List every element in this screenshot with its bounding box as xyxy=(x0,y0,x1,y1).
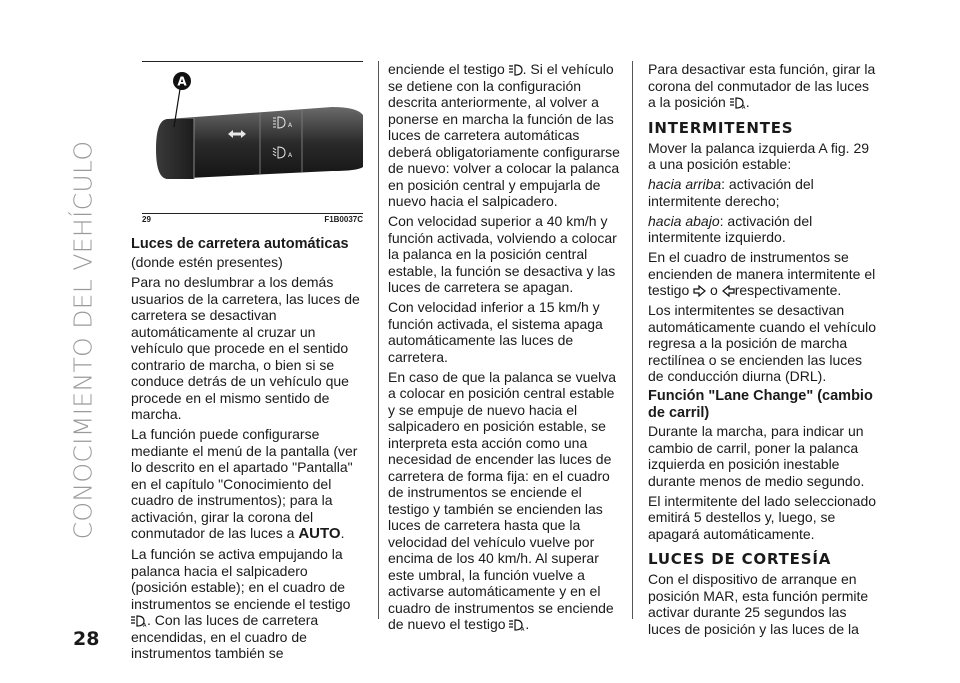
paragraph-text: : activación del intermitente derecho; xyxy=(648,176,814,209)
svg-text:A: A xyxy=(143,623,147,627)
column-divider xyxy=(378,61,379,619)
svg-text:A: A xyxy=(288,152,293,159)
paragraph-text: . Con las luces de carretera encendidas, en el cuadro de instrumentos también se xyxy=(131,612,319,661)
paragraph-text: respectivamente. xyxy=(734,282,842,298)
paragraph-text: . xyxy=(745,94,750,110)
lever-illustration xyxy=(152,67,363,207)
paragraph xyxy=(131,426,367,543)
section-heading-luces-carretera: Luces de carretera automáticas xyxy=(131,236,349,252)
paragraph-text: La función se activa empujando la palanca hacia el salpicadero (posición estable); en el cuadro de instrumentos se enciende el testigo xyxy=(131,546,351,612)
high-beam-auto-icon xyxy=(509,619,525,631)
paragraph-text: o xyxy=(710,282,718,298)
paragraph: Para no deslumbrar a los demás usuarios de la carretera, las luces de carretera se desactivan automáticamente al cruzar un vehículo que procede en el sentido contrario de marcha, o bien si se conduce detrás de un vehículo que procede en el mismo sentido de marcha. xyxy=(131,274,360,422)
section-subheading: (donde estén presentes) xyxy=(131,254,283,270)
paragraph: El intermitente del lado seleccionado emitirá 5 destellos y, luego, se apagará automáticamente. xyxy=(648,492,877,542)
column-1 xyxy=(131,236,367,665)
paragraph-text: . xyxy=(340,525,345,541)
paragraph xyxy=(648,176,878,209)
paragraph: Con el dispositivo de arranque en posición MAR, esta función permite activar durante 25 segundos las luces de posición y las luces de la xyxy=(648,571,869,637)
left-turn-arrow-icon xyxy=(722,285,735,297)
page-number: 28 xyxy=(73,628,100,650)
high-beam-auto-icon xyxy=(730,97,746,109)
auto-label: AUTO xyxy=(298,525,341,542)
figure-code: F1B0037C xyxy=(324,215,363,224)
section-heading-lane-change: Función "Lane Change" (cambio de carril) xyxy=(648,388,873,421)
paragraph xyxy=(388,369,624,633)
figure-bottom-rule xyxy=(142,213,363,214)
paragraph-text: En el cuadro de instrumentos se encienden de manera intermitente el testigo xyxy=(648,249,876,298)
high-beam-icon xyxy=(509,64,523,76)
paragraph: Durante la marcha, para indicar un cambio de carril, poner la palanca izquierda en posición inestable durante menos de medio segundo. xyxy=(648,423,865,489)
svg-text:A: A xyxy=(177,74,187,89)
paragraph-text: enciende el testigo xyxy=(388,61,505,77)
column-divider xyxy=(632,61,633,619)
column-2 xyxy=(388,61,624,636)
paragraph xyxy=(648,249,878,299)
paragraph-text: : activación del intermitente izquierdo. xyxy=(648,212,813,245)
column-3 xyxy=(648,61,878,641)
lever-photo xyxy=(152,67,363,207)
paragraph: Los intermitentes se desactivan automáticamente cuando el vehículo regresa a la posición de marcha rectilínea o se encienden las luces de conducción diurna (DRL). xyxy=(648,302,877,384)
paragraph-text: En caso de que la palanca se vuelva a colocar en posición central estable y se empuje de nuevo hacia el salpicadero en posición estable, se interpreta esta acción como una necesidad de encender las luces de carretera de forma fija: en el cuadro de instrumentos se enciende el testigo y también se encienden las luces de carretera hasta que la velocidad del vehículo vuelve por encima de los 40 km/h. Al superar este umbral, la función vuelve a activarse automáticamente y en el cuadro de instrumentos se enciende de nuevo el testigo xyxy=(388,368,617,632)
figure-top-rule xyxy=(142,61,363,62)
svg-text:A: A xyxy=(521,627,525,631)
paragraph-text: . Si el vehículo se detiene con la configuración descrita anteriormente, al volver a ponerse en marcha la función de las luces de carretera automáticas deberá obligatoriamente configurarse de nuevo: volver a colocar la palanca en posición central y empujarla de nuevo hacia el salpicadero. xyxy=(388,61,620,209)
figure-29 xyxy=(142,61,363,214)
right-turn-arrow-icon xyxy=(693,285,706,297)
paragraph xyxy=(131,546,367,662)
high-beam-auto-icon xyxy=(131,615,147,627)
emphasis-text: hacia arriba xyxy=(648,176,722,192)
svg-text:A: A xyxy=(741,105,746,109)
paragraph xyxy=(648,213,878,246)
paragraph: Con velocidad superior a 40 km/h y función activada, volviendo a colocar la palanca en la posición central estable, la función se desactiva y las luces de carretera se apagan. xyxy=(388,213,617,295)
paragraph xyxy=(648,61,878,111)
paragraph-text: . xyxy=(525,616,530,632)
section-heading-luces-cortesia: LUCES DE CORTESÍA xyxy=(648,550,832,568)
section-heading-intermitentes: INTERMITENTES xyxy=(648,118,794,137)
paragraph-text: La función puede configurarse mediante el menú de la pantalla (ver lo descrito en el apartado "Pantalla" en el capítulo "Conocimiento del cuadro de instrumentos); para la activación, girar la corona del conmutador de las luces a xyxy=(131,426,358,541)
figure-number: 29 xyxy=(142,215,151,224)
emphasis-text: hacia abajo xyxy=(648,212,720,229)
paragraph-text: Para desactivar esta función, girar la corona del conmutador de las luces a la posición xyxy=(648,61,876,110)
paragraph: Mover la palanca izquierda A fig. 29 a una posición estable: xyxy=(648,139,870,172)
svg-text:A: A xyxy=(288,122,293,129)
chapter-title-text: CONOCIMIENTO DEL VEHÍCULO xyxy=(68,140,98,540)
paragraph: Con velocidad inferior a 15 km/h y función activada, el sistema apaga automáticamente las luces de carretera. xyxy=(388,299,603,365)
paragraph xyxy=(388,61,624,210)
